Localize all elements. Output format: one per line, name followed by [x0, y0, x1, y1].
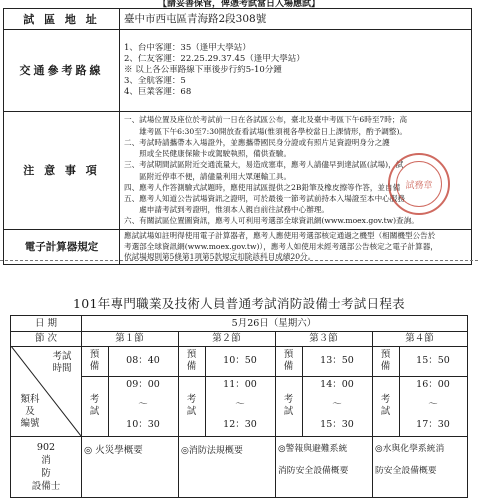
- session-label: 節 次: [34, 332, 58, 344]
- district-address-value: 臺中市西屯區青海路2段308號: [120, 9, 472, 30]
- prep-label: 預 備: [283, 349, 294, 372]
- date-value: 5月26日（星期六）: [231, 317, 317, 329]
- exam-start-4: 16：00: [416, 379, 450, 390]
- session-2-header: 第２節: [212, 332, 241, 344]
- prep-label: 預 備: [186, 349, 197, 372]
- official-seal: [388, 153, 450, 215]
- note-line: 一、試場位置及座位於考試前一日在各試區公布，臺北及臺中考區下午6時至7時；高: [124, 115, 408, 125]
- exam-start-1: 09：00: [126, 379, 160, 390]
- prep-time-4: 15：50: [416, 355, 450, 366]
- transport-routes: [120, 30, 472, 112]
- subject-3: ◎警報與避難系統 消防安全設備概要: [278, 444, 349, 476]
- calculator-rule-line: 應試試場如註明得使用電子計算器者，應考人應使用考選部核定通過之機型（相關機型公告於: [124, 231, 436, 241]
- session-4-header: 第４節: [405, 332, 434, 344]
- district-address-label: 試 區 地 址: [4, 9, 120, 30]
- category-902: 902 消 防 設備士: [31, 441, 61, 492]
- subject-1: ◎ 火災學概要: [84, 445, 143, 456]
- schedule-title: 101年專門職業及技術人員普通考試消防設備士考試日程表: [73, 296, 405, 311]
- note-line: 四、應考人作答測驗式試題時，應使用試區提供之2B鉛筆及橡皮擦等作答，並自備: [124, 182, 401, 192]
- exam-end-2: 12：30: [223, 419, 257, 430]
- transport-line: 3、全航客運：5: [124, 76, 186, 86]
- note-line: 處申請考試到考證明，惟須本人親自前往試務中心辦理。: [124, 205, 330, 215]
- exam-label: 考 試: [89, 394, 100, 417]
- note-line: 五、應考人知道公告試場資訊之證明，可於最後一節考試前持本入場證至本中心服務: [124, 193, 405, 203]
- transport-line: 2、仁友客運：22.25.29.37.45（逢甲大學站）: [124, 54, 305, 64]
- exam-end-4: 17：30: [416, 419, 450, 430]
- date-label: 日 期: [34, 317, 58, 329]
- session-3-header: 第３節: [309, 332, 338, 344]
- cut-line: [0, 260, 478, 261]
- transport-line: ※ 以上各公車路線下車後步行約5-10分鐘: [124, 65, 282, 75]
- calculator-rule-line: 依試場規則第5條第1項第5款規定扣除該科目成績20分。: [124, 252, 316, 262]
- note-line: 照或全民健康保險卡或駕駛執照，備供查驗。: [124, 149, 292, 159]
- prep-label: 預 備: [89, 349, 100, 372]
- calculator-rule-line: 考選部全球資訊網(www.moex.gov.tw)），應考人如使用未經考選部公告核定之電子計算器，: [124, 241, 438, 251]
- transport-line: 4、巨業客運：68: [124, 87, 192, 97]
- note-line: 雄考區下午6:30至7:30開放查看試場(惟須視各學校當日上課情形，酌予調整)。: [124, 126, 408, 136]
- calculator-rule-label: 電子計算器規定: [4, 230, 120, 265]
- exam-end-1: 10：30: [126, 419, 160, 430]
- exam-tilde-3: ～: [332, 399, 342, 410]
- transport-line: 1、台中客運：35（逢甲大學站）: [124, 43, 251, 53]
- exam-start-2: 11：00: [223, 379, 257, 390]
- exam-tilde-4: ～: [428, 399, 438, 410]
- exam-tilde-2: ～: [235, 399, 245, 410]
- row-divider: [81, 376, 467, 377]
- exam-tilde-1: ～: [138, 399, 148, 410]
- prep-time-3: 13：50: [320, 355, 354, 366]
- session-1-header: 第１節: [115, 332, 144, 344]
- exam-end-3: 15：30: [320, 419, 354, 430]
- note-line: 二、考試時請攜帶本入場證外，並應攜帶國民身分證或有照片足資證明身分之護: [124, 137, 390, 147]
- note-line: 區附近停車不便，請儘量利用大眾運輸工具。: [124, 171, 292, 181]
- exam-info-table: [3, 8, 472, 265]
- subject-2: ◎消防法規概要: [181, 446, 243, 456]
- notes-label: 注 意 事 項: [4, 112, 120, 230]
- admission-banner: 【請妥善保管，俾憑考試當日入場應試】: [157, 0, 320, 9]
- prep-time-1: 08：40: [126, 355, 160, 366]
- exam-label: 考 試: [380, 394, 391, 417]
- exam-label: 考 試: [186, 394, 197, 417]
- exam-label: 考 試: [283, 394, 294, 417]
- subject-4: ◎水與化學系統消 防安全設備概要: [375, 444, 445, 476]
- schedule-table: [10, 315, 468, 498]
- transport-label: 交通參考路線: [4, 30, 120, 112]
- exam-start-3: 14：00: [320, 379, 354, 390]
- exam-time-label: 考試 時間: [52, 351, 72, 374]
- category-label: 類科 及 編號: [20, 394, 40, 429]
- official-seal-inner: 試務章: [396, 161, 442, 207]
- note-line: 六、有關試區位置圖資訊，應考人可利用考選部全球資訊網(www.moex.gov.tw)查詢。: [124, 216, 419, 226]
- note-line: 三、考試期間試區附近交通流量大，易造成塞車，應考人請儘早到達試區(試場)，試: [124, 160, 404, 170]
- prep-time-2: 10：50: [223, 355, 257, 366]
- prep-label: 預 備: [380, 349, 391, 372]
